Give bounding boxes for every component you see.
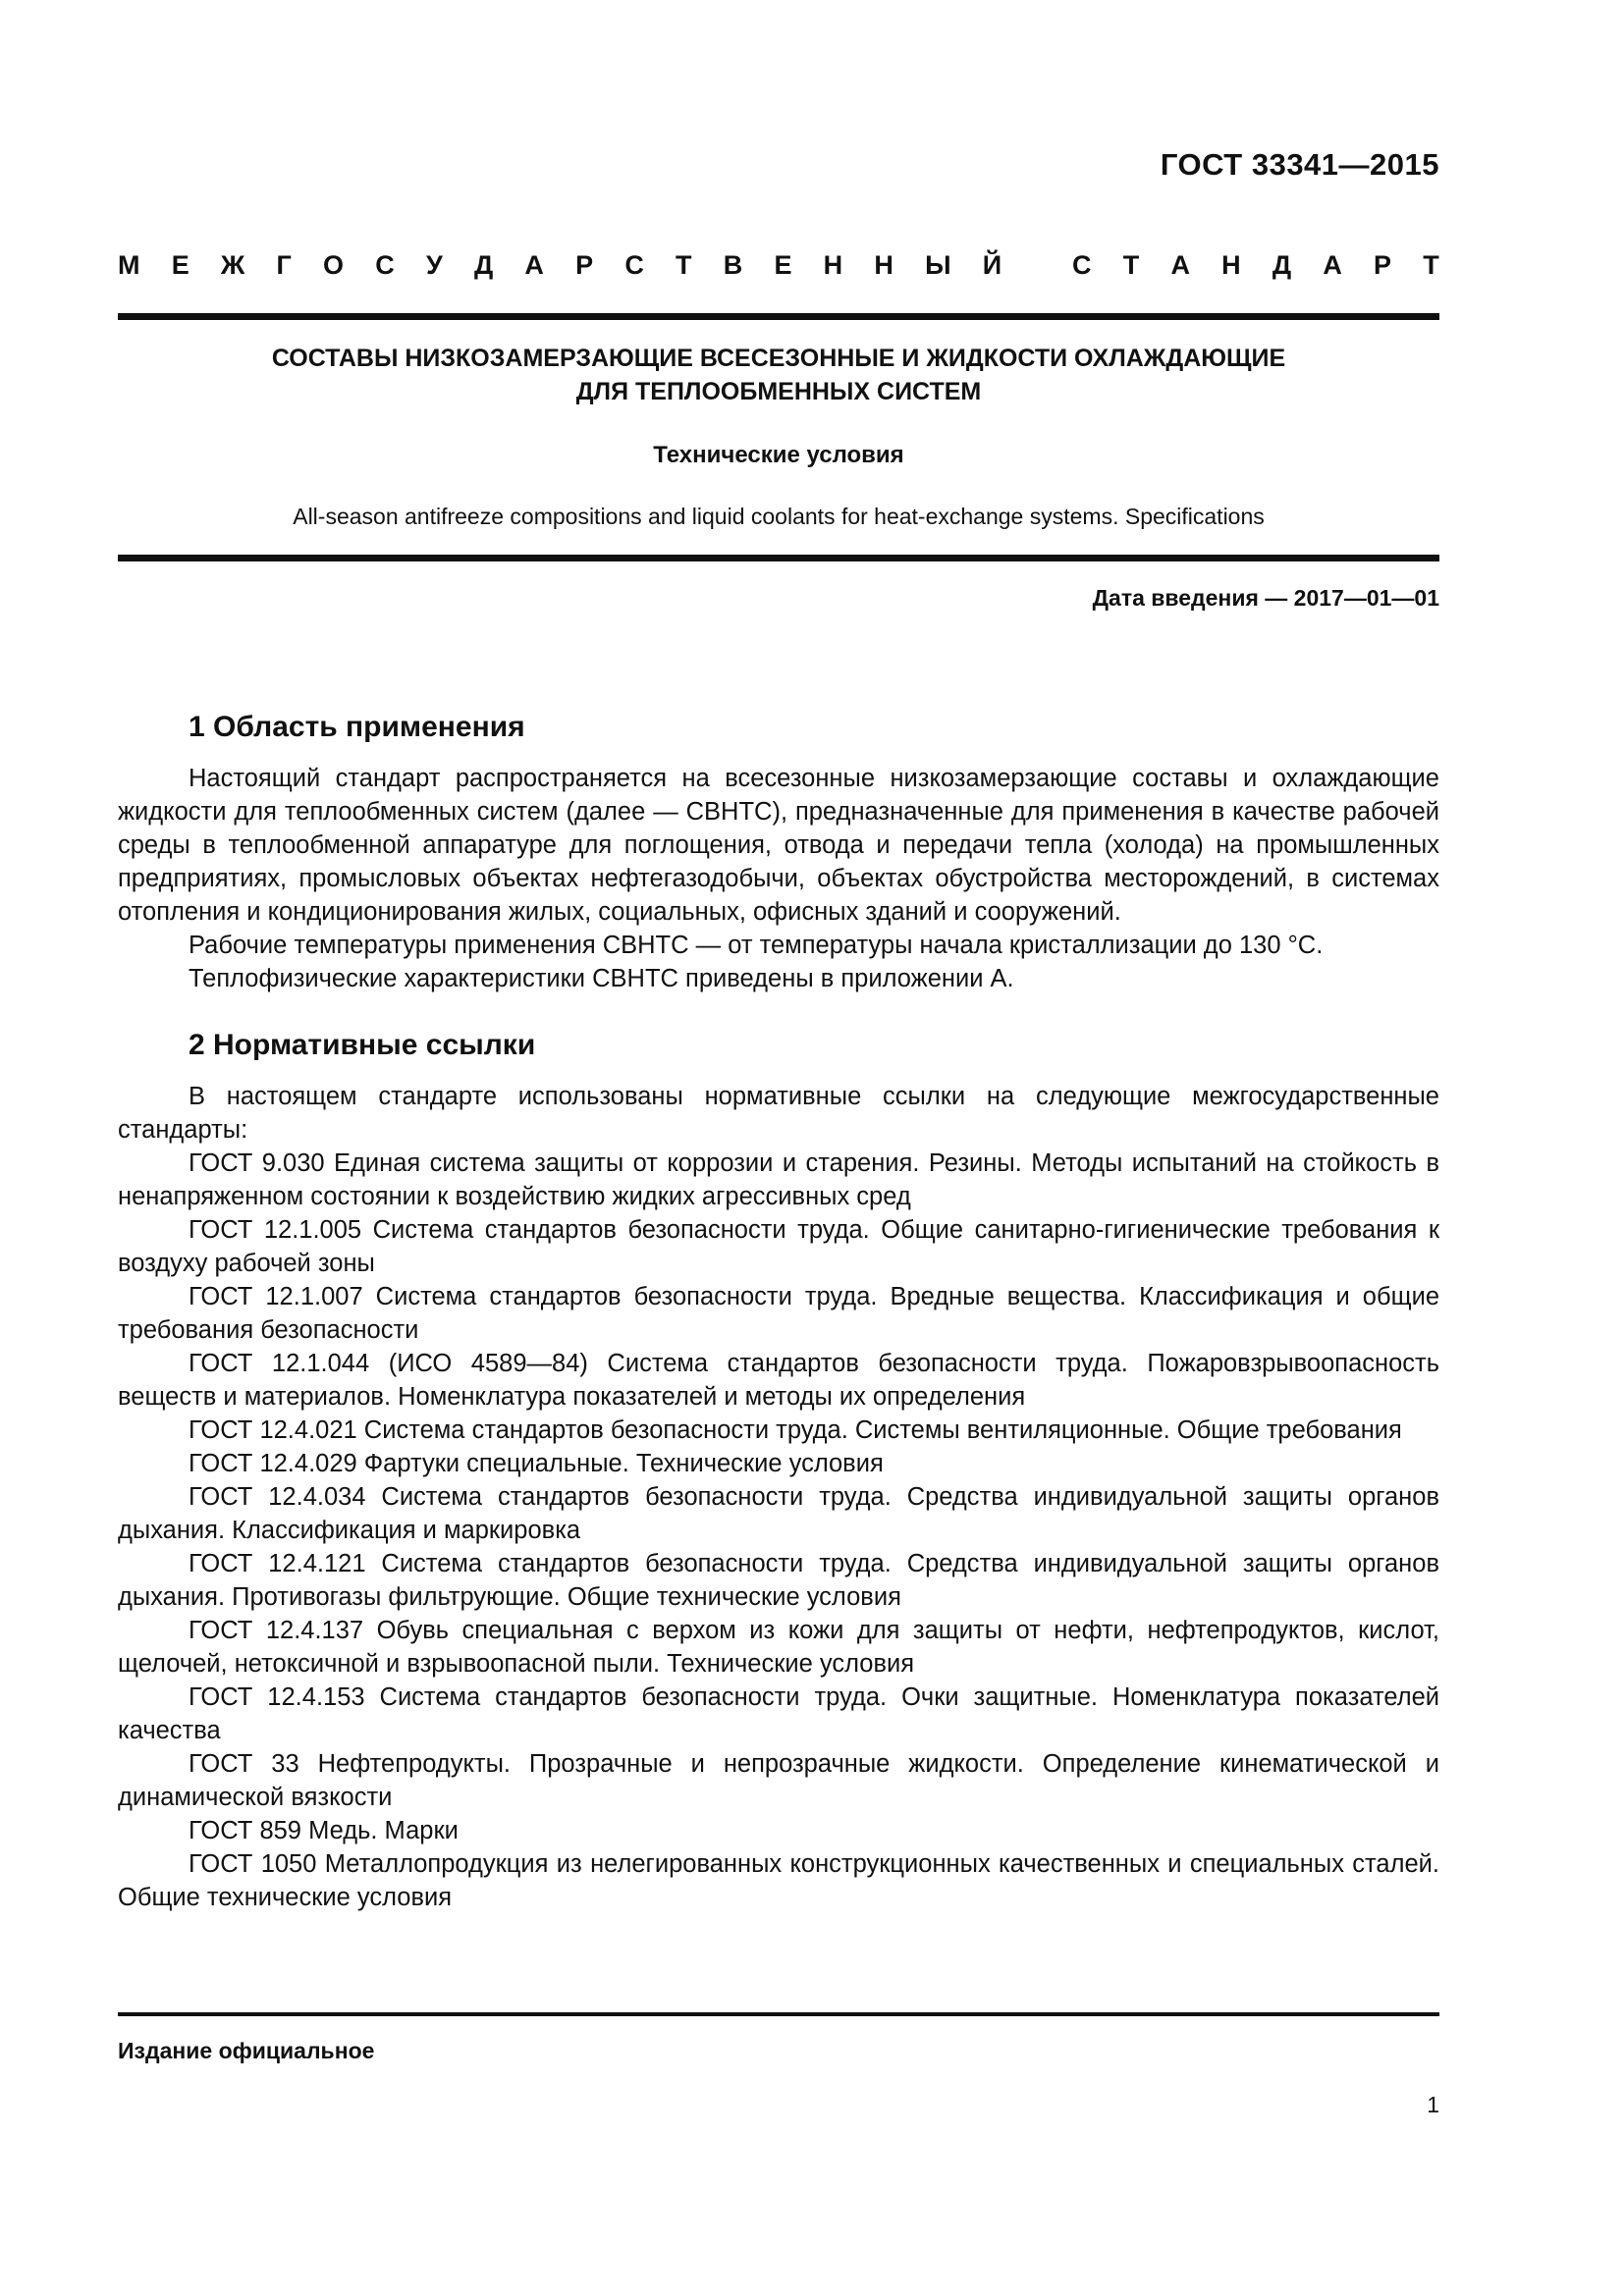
banner-letter: А xyxy=(1323,250,1342,280)
reference-item: ГОСТ 12.4.029 Фартуки специальные. Технические условия xyxy=(189,1450,884,1477)
reference-item: ГОСТ 12.1.044 (ИСО 4589—84) Система стандартов безопасности труда. Пожаровзрывоопасность веществ и материалов. Номенклатура показателей и методы их определения xyxy=(118,1350,1439,1411)
standard-type-banner xyxy=(118,248,1439,282)
banner-letter: В xyxy=(723,250,743,280)
reference-item: ГОСТ 12.4.021 Система стандартов безопасности труда. Системы вентиляционные. Общие требования xyxy=(189,1416,1402,1444)
introduction-date: Дата введения — 2017—01—01 xyxy=(1092,585,1439,611)
banner-letter: Н xyxy=(1221,250,1241,280)
banner-letter: Н xyxy=(874,250,893,280)
banner-letter: Е xyxy=(171,250,189,280)
banner-letter: А xyxy=(524,250,544,280)
reference-item: ГОСТ 1050 Металлопродукция из нелегированных конструкционных качественных и специальных сталей. Общие технические условия xyxy=(118,1850,1439,1911)
banner-letter: С xyxy=(624,250,644,280)
page-number: 1 xyxy=(1427,2092,1439,2117)
paragraph: Теплофизические характеристики СВНТС приведены в приложении А. xyxy=(189,965,1014,992)
document-body xyxy=(118,707,1439,1914)
section-heading-references: 2 Нормативные ссылки xyxy=(189,1029,536,1061)
top-divider xyxy=(118,313,1439,320)
reference-item: ГОСТ 12.4.121 Система стандартов безопасности труда. Средства индивидуальной защиты органов дыхания. Противогазы фильтрующие. Общие технические условия xyxy=(118,1550,1439,1611)
banner-letter: Д xyxy=(1272,250,1292,280)
banner-letter: Й xyxy=(982,250,1002,280)
title-divider xyxy=(118,555,1439,561)
banner-letter: Ы xyxy=(925,250,951,280)
footer-divider xyxy=(118,2012,1439,2016)
banner-letter: С xyxy=(375,250,395,280)
reference-item: ГОСТ 12.4.034 Система стандартов безопасности труда. Средства индивидуальной защиты органов дыхания. Классификация и маркировка xyxy=(118,1483,1439,1544)
banner-letter: А xyxy=(1170,250,1190,280)
banner-letter: Т xyxy=(1423,250,1439,280)
document-title xyxy=(118,342,1439,408)
banner-letter: Д xyxy=(473,250,494,280)
banner-letter: М xyxy=(118,250,140,280)
reference-item: ГОСТ 33 Нефтепродукты. Прозрачные и непрозрачные жидкости. Определение кинематической и динамической вязкости xyxy=(118,1750,1439,1811)
banner-letter: Р xyxy=(575,250,594,280)
title-line-2: ДЛЯ ТЕПЛООБМЕННЫХ СИСТЕМ xyxy=(575,378,982,405)
document-page xyxy=(118,0,1439,2296)
banner-letter: Е xyxy=(774,250,792,280)
banner-letter: С xyxy=(1072,250,1092,280)
reference-item: ГОСТ 9.030 Единая система защиты от коррозии и старения. Резины. Методы испытаний на стойкость в ненапряженном состоянии к воздействию жидких агрессивных сред xyxy=(118,1149,1439,1210)
document-subtitle: Технические условия xyxy=(653,442,904,468)
paragraph: Рабочие температуры применения СВНТС — от температуры начала кристаллизации до 130 °С. xyxy=(189,932,1324,959)
official-edition-label: Издание официальное xyxy=(118,2038,375,2063)
paragraph: В настоящем стандарте использованы нормативные ссылки на следующие межгосударственные стандарты: xyxy=(118,1083,1439,1144)
title-line-1: СОСТАВЫ НИЗКОЗАМЕРЗАЮЩИЕ ВСЕСЕЗОННЫЕ И ЖИДКОСТИ ОХЛАЖДАЮЩИЕ xyxy=(271,345,1286,372)
banner-gap xyxy=(1033,248,1041,282)
banner-letter: Р xyxy=(1374,250,1392,280)
section-heading-scope: 1 Область применения xyxy=(189,711,525,743)
reference-item: ГОСТ 12.4.137 Обувь специальная с верхом из кожи для защиты от нефти, нефтепродуктов, кислот, щелочей, нетоксичной и взрывоопасной пыли. Технические условия xyxy=(118,1617,1439,1678)
paragraph: Настоящий стандарт распространяется на всесезонные низкозамерзающие составы и охлаждающие жидкости для теплообменных систем (далее — СВНТС), предназначенные для применения в качестве рабочей среды в теплообменной аппаратуре для поглощения, отвода и передачи тепла (холода) на промышленных предприятиях, промысловых объектах нефтегазодобычи, объектах обустройства месторождений, в системах отопления и кондиционирования жилых, социальных, офисных зданий и сооружений. xyxy=(118,765,1439,926)
english-title: All-season antifreeze compositions and liquid coolants for heat-exchange systems. Specifications xyxy=(293,504,1265,529)
reference-item: ГОСТ 12.1.005 Система стандартов безопасности труда. Общие санитарно-гигиенические требования к воздуху рабочей зоны xyxy=(118,1216,1439,1277)
banner-letter: Т xyxy=(1122,250,1140,280)
banner-letter: У xyxy=(425,250,443,280)
standard-code: ГОСТ 33341—2015 xyxy=(1160,147,1439,182)
reference-item: ГОСТ 12.1.007 Система стандартов безопасности труда. Вредные вещества. Классификация и общие требования безопасности xyxy=(118,1283,1439,1344)
reference-item: ГОСТ 859 Медь. Марки xyxy=(189,1817,459,1844)
banner-letter: Ж xyxy=(220,250,245,280)
reference-item: ГОСТ 12.4.153 Система стандартов безопасности труда. Очки защитные. Номенклатура показателей качества xyxy=(118,1683,1439,1744)
banner-letter: О xyxy=(323,250,345,280)
banner-letter: Г xyxy=(276,250,292,280)
banner-letter: Н xyxy=(823,250,843,280)
banner-letter: Т xyxy=(676,250,692,280)
